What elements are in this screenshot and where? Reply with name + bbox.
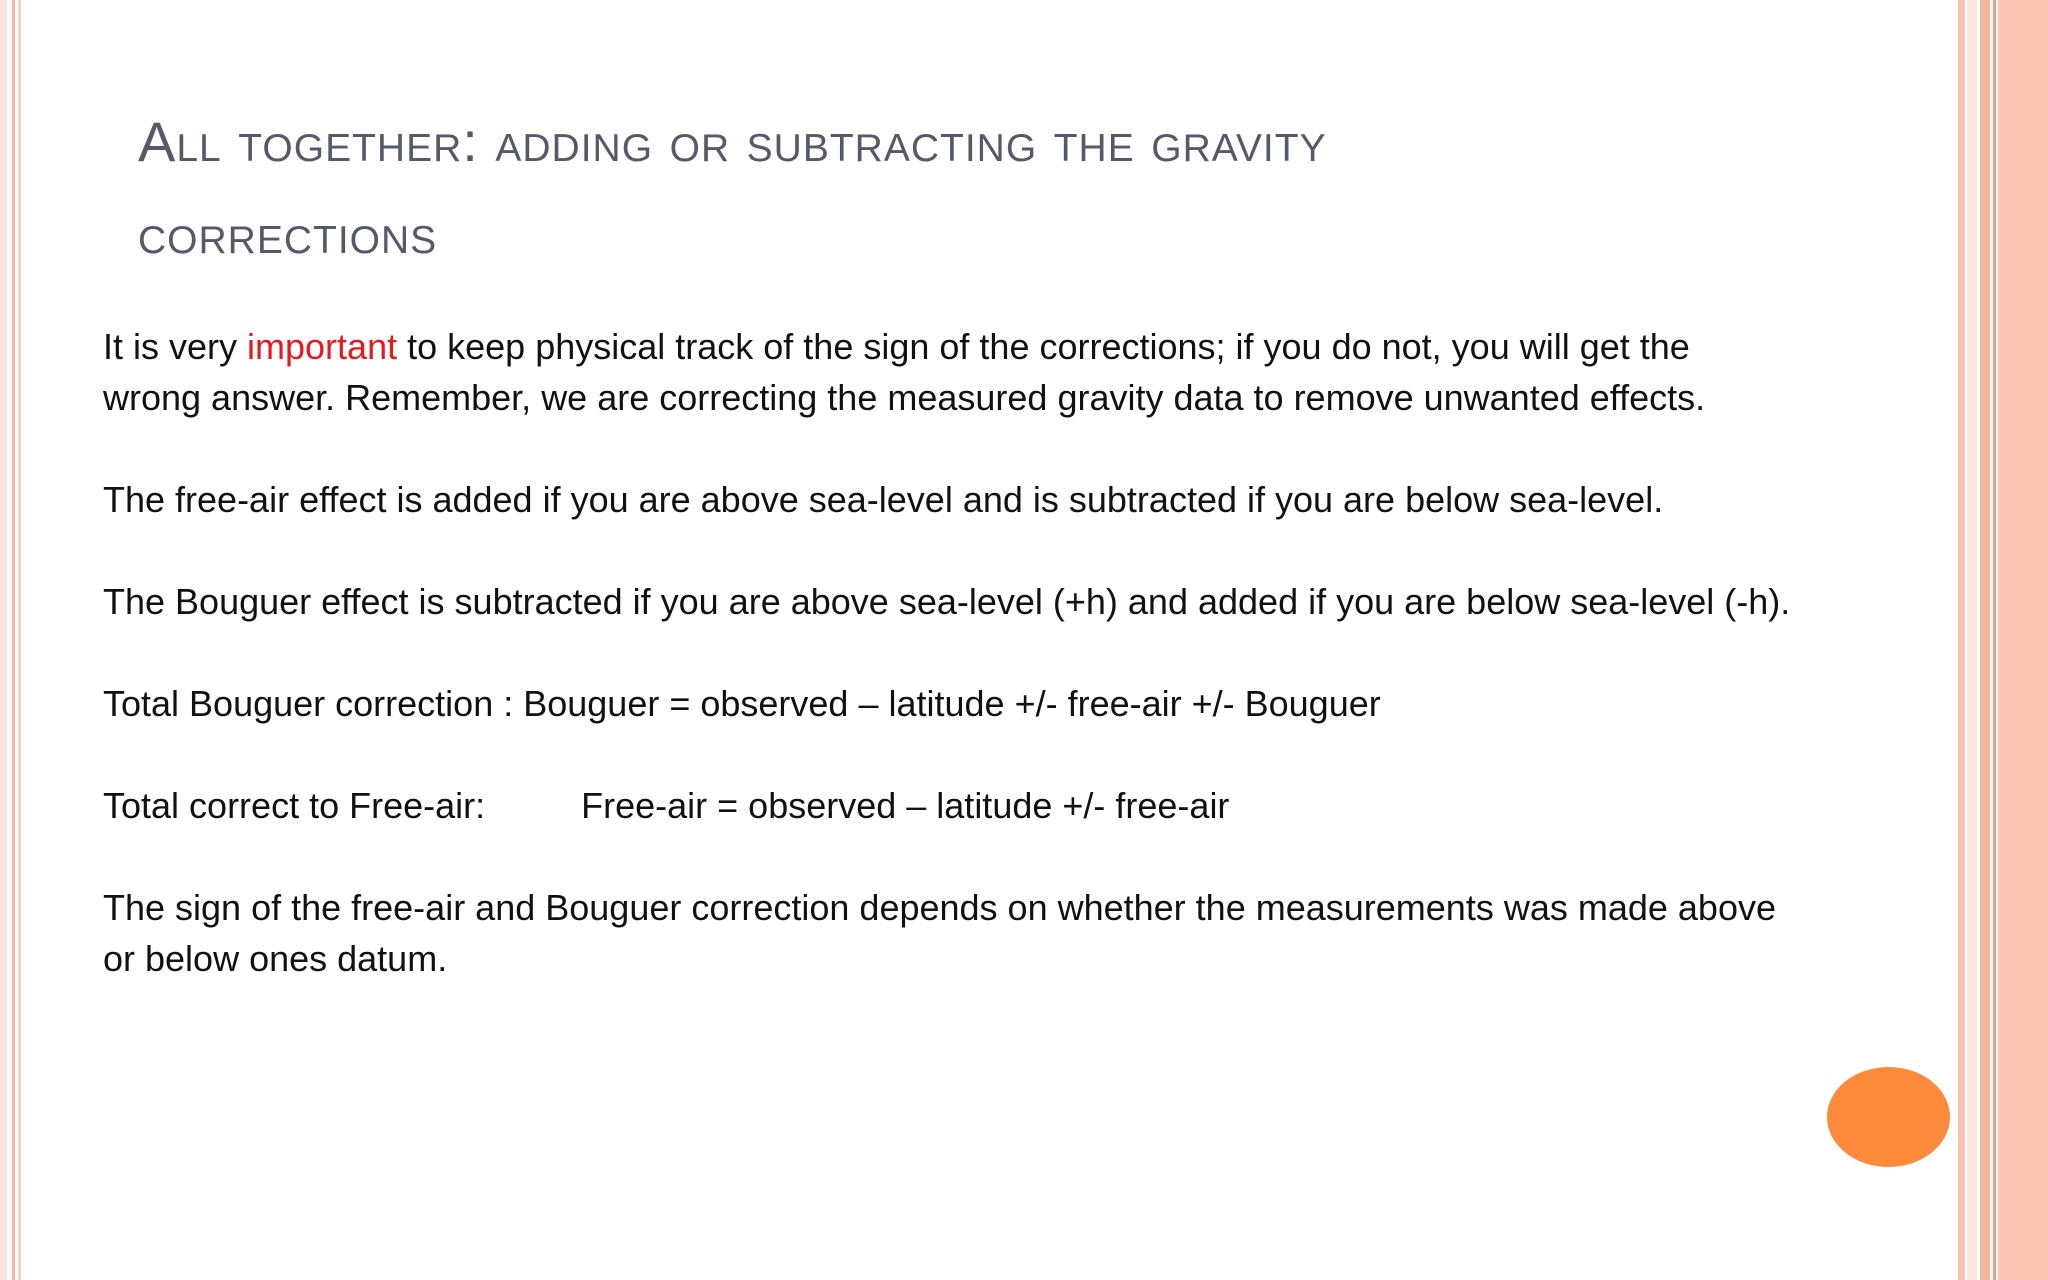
paragraph-total-bouguer: Total Bouguer correction : Bouguer = observed – latitude +/- free-air +/- Bouguer [103, 683, 1381, 724]
paragraph-text: to keep physical track of the sign of the corrections; if you do not, you will get the [397, 326, 1690, 367]
paragraph-text: It is very [103, 326, 248, 367]
paragraph-sign [103, 882, 1933, 984]
right-border-line [1958, 0, 1965, 1280]
paragraph-text: The sign of the free-air and Bouguer correction depends on whether the measurements was made above [103, 887, 1776, 928]
formula-label: Total correct to Free-air: [103, 785, 486, 826]
paragraph-bouguer: The Bouguer effect is subtracted if you are above sea-level (+h) and added if you are below sea-level (-h). [103, 581, 1791, 622]
right-border-band [1998, 0, 2048, 1280]
paragraph-spacer [103, 525, 1933, 576]
emphasis-word: important [247, 326, 398, 367]
slide-title-line: All together: adding or subtracting the gravity [138, 110, 1327, 173]
formula-text: Free-air = observed – latitude +/- free-air [581, 785, 1230, 826]
right-border-line [1980, 0, 1990, 1280]
paragraph-total-free-air [103, 780, 1933, 831]
paragraph-importance [103, 321, 1933, 423]
paragraph-text: wrong answer. Remember, we are correcting the measured gravity data to remove unwanted effects. [103, 377, 1706, 418]
paragraph-free-air: The free-air effect is added if you are above sea-level and is subtracted if you are below sea-level. [103, 479, 1664, 520]
paragraph-spacer [103, 627, 1933, 678]
paragraph-spacer [103, 423, 1933, 474]
left-border-band [0, 0, 7, 1280]
right-border-line [1993, 0, 1996, 1280]
slide-body [103, 321, 1933, 984]
slide-title [138, 96, 1898, 280]
paragraph-spacer [103, 729, 1933, 780]
right-border-line [1967, 0, 1977, 1280]
paragraph-spacer [103, 831, 1933, 882]
paragraph-text: or below ones datum. [103, 938, 448, 979]
orange-circle-icon [1827, 1067, 1950, 1167]
left-border-line [12, 0, 15, 1280]
left-border-line [18, 0, 21, 1280]
slide-title-line: corrections [138, 202, 438, 265]
